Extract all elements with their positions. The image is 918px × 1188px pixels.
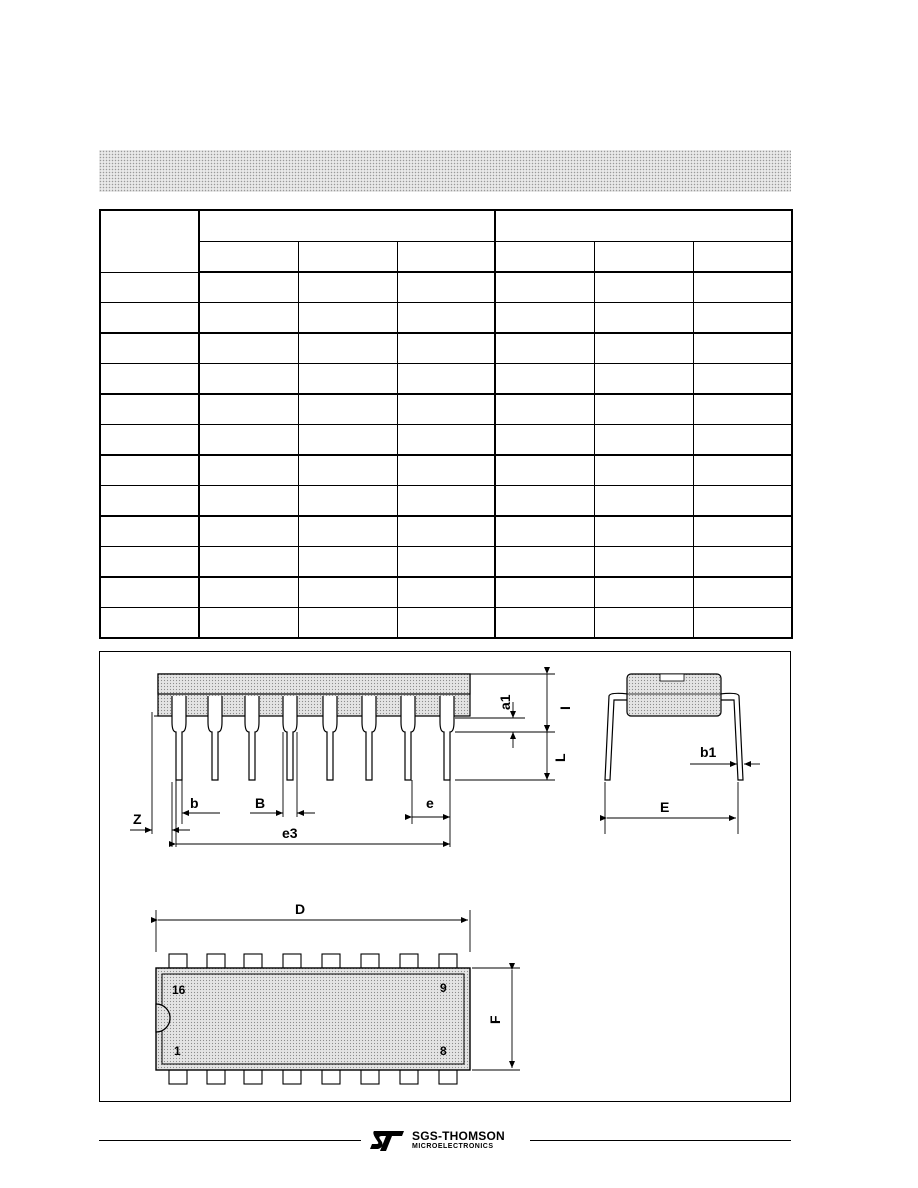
label-big-b: B (255, 795, 266, 811)
package-outline-drawing (99, 651, 791, 1102)
label-e3: e3 (282, 825, 298, 841)
label-i: I (557, 706, 573, 710)
label-d: D (295, 901, 306, 917)
table-row (100, 364, 792, 395)
label-l: L (552, 753, 568, 762)
label-f: F (487, 1015, 503, 1024)
table-row (100, 516, 792, 547)
table-row (100, 486, 792, 517)
table-row (100, 272, 792, 303)
table-subheader-row (100, 242, 792, 273)
footer-rule-left (99, 1140, 361, 1141)
label-a1: a1 (497, 694, 513, 710)
label-pin16: 16 (172, 983, 186, 997)
table-header-row (100, 210, 792, 242)
label-pin9: 9 (440, 981, 447, 995)
table-row (100, 547, 792, 578)
dimensions-table (99, 209, 793, 639)
table-row (100, 577, 792, 608)
logo-text-primary: SGS-THOMSON (412, 1129, 505, 1143)
table-row (100, 333, 792, 364)
st-logo-icon (368, 1127, 408, 1153)
st-logo (368, 1127, 528, 1155)
package-drawing-svg (100, 652, 790, 1101)
label-z: Z (133, 811, 142, 827)
label-pin1: 1 (174, 1044, 181, 1058)
label-b1: b1 (700, 744, 717, 760)
label-pin8: 8 (440, 1044, 447, 1058)
side-view (154, 674, 470, 780)
logo-text-secondary: MICROELECTRONICS (412, 1143, 494, 1150)
table-row (100, 455, 792, 486)
section-header-bar (99, 150, 791, 192)
label-b: b (190, 795, 199, 811)
table-row (100, 394, 792, 425)
table-row (100, 303, 792, 334)
footer-rule-right (530, 1140, 791, 1141)
top-view (156, 954, 470, 1084)
header-mm-cell (199, 210, 495, 242)
table-row (100, 425, 792, 456)
end-view (605, 674, 760, 834)
label-big-e: E (660, 799, 670, 815)
header-inch-cell (495, 210, 792, 242)
label-e: e (426, 795, 434, 811)
header-dim-cell (100, 210, 199, 272)
table-row (100, 608, 792, 639)
